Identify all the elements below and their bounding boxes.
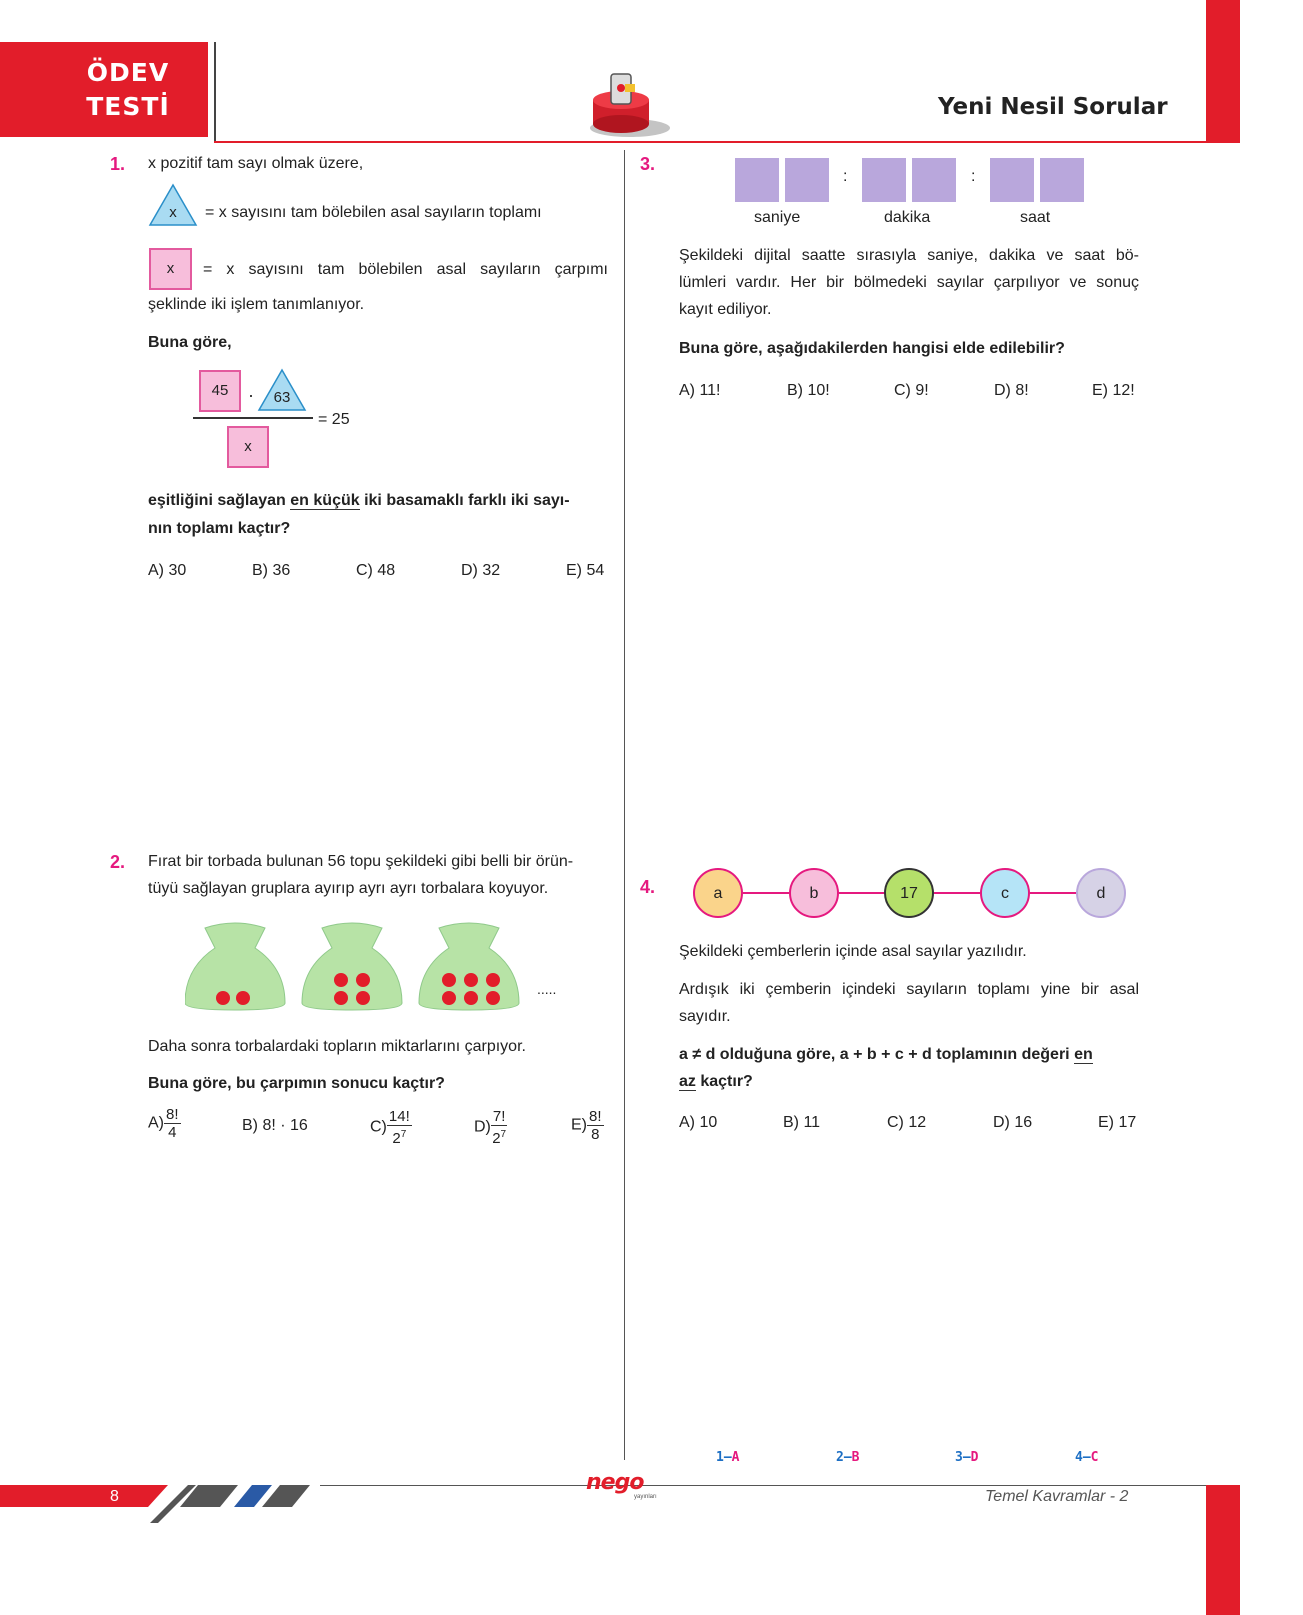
clock-hours-digit-1	[990, 158, 1034, 202]
q2-option-a-den: 4	[168, 1124, 177, 1141]
q2-option-e-fraction	[587, 1108, 604, 1143]
q2-option-c-fraction	[387, 1108, 412, 1147]
q3-label-saat: saat	[1020, 209, 1051, 226]
q2-option-c-den	[387, 1126, 412, 1147]
q3-option-a[interactable]: A) 11!	[679, 382, 721, 399]
q4-question-underlined-2: az	[679, 1073, 696, 1090]
q1-triangle-label: x	[169, 204, 177, 221]
q3-option-c[interactable]: C) 9!	[894, 382, 929, 399]
nego-logo-sub: yayınları	[634, 1494, 657, 1500]
q2-option-a-label: A)	[148, 1114, 164, 1132]
q1-eq-box-x-value: x	[244, 438, 252, 455]
chain-link-1	[743, 892, 789, 894]
q3-question: Buna göre, aşağıdakilerden hangisi elde edilebilir?	[679, 340, 1065, 357]
q4-option-e[interactable]: E) 17	[1098, 1114, 1137, 1131]
circle-b-label: b	[809, 885, 819, 902]
q3-label-dakika: dakika	[884, 209, 931, 226]
q1-option-b[interactable]: B) 36	[252, 562, 291, 579]
circle-d-label: d	[1096, 885, 1106, 902]
q2-option-a[interactable]	[148, 1106, 181, 1141]
nego-logo-text: nego	[586, 1470, 644, 1495]
q2-text-1: Fırat bir torbada bulunan 56 topu şekildeki gibi belli bir örün-	[148, 853, 574, 870]
q1-box-symbol	[149, 248, 192, 290]
q2-option-d[interactable]	[474, 1108, 507, 1147]
circle-c	[980, 868, 1030, 918]
q3-text-3: kayıt ediliyor.	[679, 301, 772, 318]
badge-line-2: TESTİ	[86, 92, 170, 121]
q4-option-b[interactable]: B) 11	[783, 1114, 821, 1131]
q2-option-d-fraction	[491, 1108, 508, 1147]
q2-option-d-num: 7!	[492, 1108, 506, 1125]
q1-box-label: x	[166, 260, 175, 277]
q3-option-d[interactable]: D) 8!	[994, 382, 1029, 399]
q1-def-continued: şeklinde iki işlem tanımlanıyor.	[148, 296, 365, 313]
q2-option-e-num: 8!	[589, 1108, 602, 1125]
q1-question-pre: eşitliğini sağlayan	[148, 492, 291, 509]
q3-text-1: Şekildeki dijital saatte sırasıyla saniye, dakika ve saat bö-	[679, 247, 1139, 264]
q3-option-e[interactable]: E) 12!	[1092, 382, 1135, 399]
q2-bags-illustration	[185, 918, 525, 1018]
q1-number: 1.	[110, 154, 126, 174]
page-number: 8	[110, 1488, 119, 1505]
answer-3: 3–D	[955, 1450, 979, 1465]
clock-minutes-digit-2	[912, 158, 956, 202]
q2-option-d-label: D)	[474, 1118, 491, 1136]
q2-option-c-label: C)	[370, 1118, 387, 1136]
q4-question-underlined-1: en	[1074, 1046, 1093, 1063]
right-red-bar	[1206, 0, 1240, 142]
q2-option-e[interactable]	[571, 1108, 604, 1143]
footer-red-bar	[1206, 1485, 1240, 1615]
nego-logo	[586, 1470, 666, 1504]
circle-a	[693, 868, 743, 918]
q1-option-d[interactable]: D) 32	[461, 562, 501, 579]
q3-number: 3.	[640, 154, 656, 174]
clock-separator-2: :	[971, 168, 976, 185]
circle-17	[884, 868, 934, 918]
q4-option-c[interactable]: C) 12	[887, 1114, 927, 1131]
bag-2	[302, 923, 402, 1010]
q2-option-c-den-base: 2	[392, 1130, 401, 1147]
q4-text-1: Şekildeki çemberlerin içinde asal sayılar yazılıdır.	[679, 943, 1027, 960]
q4-text-3: sayıdır.	[679, 1008, 731, 1025]
circle-c-label: c	[1001, 885, 1009, 902]
footer-stripes	[0, 1485, 320, 1525]
q1-option-e[interactable]: E) 54	[566, 562, 605, 579]
chain-link-4	[1030, 892, 1076, 894]
q1-question-underlined: en küçük	[290, 492, 360, 509]
column-divider	[624, 150, 625, 1460]
q1-intro: x pozitif tam sayı olmak üzere,	[148, 155, 364, 172]
q1-triangle-symbol	[148, 183, 198, 227]
badge-line-1: ÖDEV	[86, 58, 170, 87]
q1-eq-triangle-value: 63	[273, 389, 291, 406]
q1-option-c[interactable]: C) 48	[356, 562, 396, 579]
q4-option-a[interactable]: A) 10	[679, 1114, 718, 1131]
chain-link-2	[839, 892, 885, 894]
bag-1	[185, 923, 285, 1010]
clock-seconds-digit-1	[735, 158, 779, 202]
mobile-icon	[585, 70, 675, 140]
q4-question-pre: a ≠ d olduğuna göre, a + b + c + d toplamının değeri	[679, 1046, 1075, 1063]
section-title: Yeni Nesil Sorular	[938, 94, 1168, 120]
clock-seconds-digit-2	[785, 158, 829, 202]
q2-question: Buna göre, bu çarpımın sonucu kaçtır?	[148, 1075, 445, 1092]
q2-option-b[interactable]: B) 8! · 16	[242, 1117, 308, 1134]
q4-option-d[interactable]: D) 16	[993, 1114, 1033, 1131]
q3-text-2: lümleri vardır. Her bir bölmedeki sayılar çarpılıyor ve sonuç	[679, 274, 1139, 291]
q4-question	[679, 1041, 1139, 1069]
q4-question-line2	[679, 1068, 753, 1096]
q1-question-line2: nın toplamı kaçtır?	[148, 520, 291, 537]
q1-eq-box-x	[227, 426, 269, 468]
q1-question-post: iki basamaklı farklı iki sayı-	[359, 492, 570, 509]
q3-digital-clock	[735, 158, 1085, 202]
badge-divider	[214, 42, 216, 142]
answer-1: 1–A	[716, 1450, 740, 1465]
q1-eq-result: = 25	[318, 411, 350, 428]
chain-link-3	[934, 892, 980, 894]
q2-text-2: tüyü sağlayan gruplara ayırıp ayrı ayrı torbalara koyuyor.	[148, 880, 549, 897]
q2-option-a-fraction	[164, 1106, 181, 1141]
q4-circle-chain	[693, 868, 1128, 918]
q1-question	[148, 487, 618, 515]
header-rule	[214, 141, 1240, 143]
clock-hours-digit-2	[1040, 158, 1084, 202]
q4-text-2: Ardışık iki çemberin içindeki sayıların toplamı yine bir asal	[679, 981, 1139, 998]
q1-eq-box-45-value: 45	[211, 382, 229, 399]
q1-eq-dot: ·	[248, 385, 254, 405]
q2-option-d-den-exp: 7	[500, 1129, 507, 1140]
q2-option-c-den-exp: 7	[400, 1129, 407, 1140]
q1-eq-box-45	[199, 370, 241, 412]
q1-triangle-definition: = x sayısını tam bölebilen asal sayıların toplamı	[205, 204, 542, 221]
circle-d	[1076, 868, 1126, 918]
q2-option-e-label: E)	[571, 1116, 587, 1134]
circle-b	[789, 868, 839, 918]
q1-eq-fraction-bar	[193, 417, 313, 419]
q4-number: 4.	[640, 877, 656, 897]
q2-ellipsis: .....	[537, 981, 557, 997]
circle-a-label: a	[713, 885, 723, 902]
q2-option-c[interactable]	[370, 1108, 412, 1147]
q1-option-a[interactable]: A) 30	[148, 562, 187, 579]
clock-separator-1: :	[843, 168, 848, 185]
q2-option-d-den	[491, 1126, 508, 1147]
q3-option-b[interactable]: B) 10!	[787, 382, 830, 399]
footer-subject: Temel Kavramlar - 2	[985, 1488, 1129, 1505]
q2-option-a-num: 8!	[166, 1106, 179, 1123]
q2-option-d-den-base: 2	[492, 1130, 501, 1147]
q1-lead: Buna göre,	[148, 334, 232, 351]
q1-eq-triangle-63	[257, 368, 307, 412]
q2-text-3: Daha sonra torbalardaki topların miktarlarını çarpıyor.	[148, 1038, 526, 1055]
circle-17-label: 17	[900, 885, 918, 902]
answer-4: 4–C	[1075, 1450, 1099, 1465]
q4-question-post: kaçtır?	[695, 1073, 753, 1090]
q2-number: 2.	[110, 852, 126, 872]
answer-2: 2–B	[836, 1450, 860, 1465]
clock-minutes-digit-1	[862, 158, 906, 202]
q3-label-saniye: saniye	[754, 209, 801, 226]
q2-option-e-den: 8	[591, 1126, 600, 1143]
q2-option-c-num: 14!	[388, 1108, 410, 1125]
footer-rule	[320, 1485, 1240, 1486]
q1-box-definition: = x sayısını tam bölebilen asal sayıların çarpımı	[203, 261, 608, 278]
